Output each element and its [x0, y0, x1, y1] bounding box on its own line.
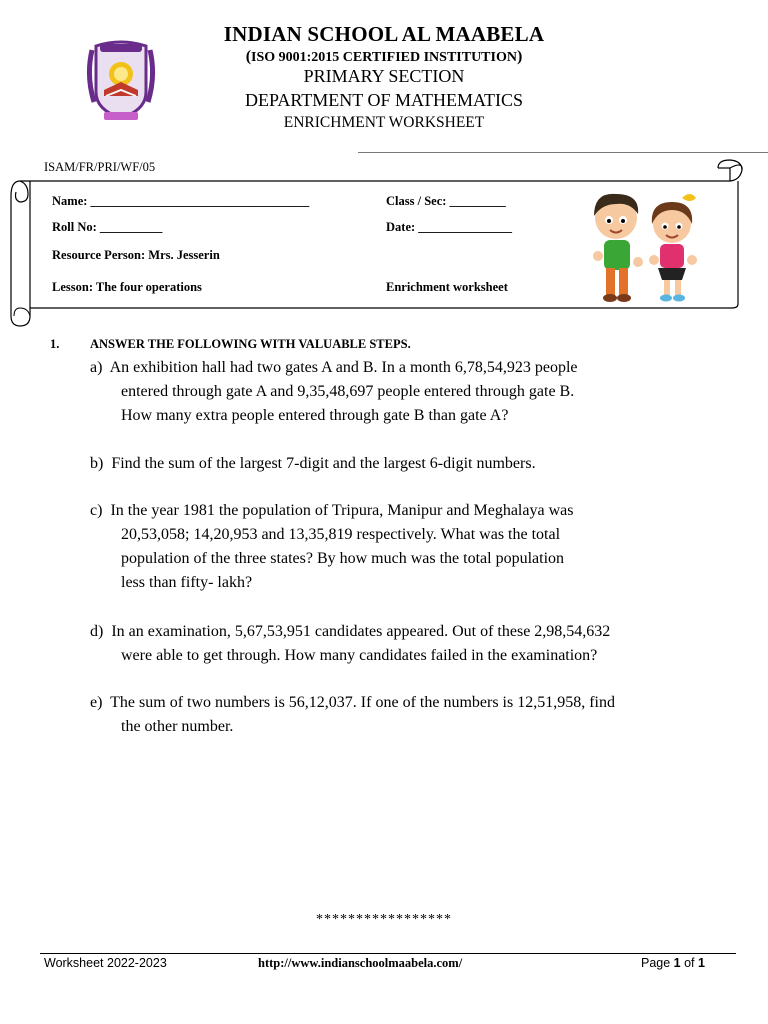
section-number: 1.	[50, 337, 60, 351]
document-code: ISAM/FR/PRI/WF/05	[44, 160, 156, 174]
question-line: entered through gate A and 9,35,48,697 people entered through gate B.	[121, 383, 575, 400]
roll-no-field[interactable]: Roll No: __________	[52, 220, 163, 234]
page-current: 1	[673, 956, 681, 970]
boy-figure	[593, 194, 643, 302]
question-e	[90, 691, 690, 739]
date-field[interactable]: Date: _______________	[386, 220, 513, 234]
girl-figure	[649, 194, 697, 302]
department-title: DEPARTMENT OF MATHEMATICS	[245, 90, 523, 110]
question-line: 20,53,058; 14,20,953 and 13,35,819 respectively. What was the total	[121, 526, 561, 543]
section-title: PRIMARY SECTION	[303, 66, 465, 86]
footer-website-link[interactable]: http://www.indianschoolmaabela.com/	[258, 956, 463, 970]
name-field[interactable]: Name: ___________________________________	[52, 194, 310, 208]
question-line: population of the three states? By how much was the total population	[121, 550, 565, 567]
worksheet-type: ENRICHMENT WORKSHEET	[283, 114, 485, 131]
question-label: b)	[90, 455, 104, 472]
header-divider	[358, 152, 768, 153]
question-label: d)	[90, 623, 104, 640]
lesson-label: Lesson: The four operations	[52, 280, 202, 294]
question-line: In the year 1981 the population of Tripura, Manipur and Meghalaya was	[110, 502, 574, 519]
class-sec-field[interactable]: Class / Sec: _________	[386, 194, 506, 208]
footer-divider	[40, 953, 736, 954]
question-line: were able to get through. How many candidates failed in the examination?	[121, 647, 598, 664]
page-prefix: Page	[641, 956, 674, 970]
resource-person: Resource Person: Mrs. Jesserin	[52, 248, 220, 262]
question-line: In an examination, 5,67,53,951 candidates appeared. Out of these 2,98,54,632	[111, 623, 611, 640]
question-line: The sum of two numbers is 56,12,037. If one of the numbers is 12,51,958, find	[110, 694, 615, 711]
question-line: How many extra people entered through gate B than gate A?	[121, 407, 509, 424]
footer-page-number	[641, 956, 705, 970]
question-d	[90, 620, 690, 668]
page-of: of	[680, 956, 698, 970]
iso-certification: (ISO 9001:2015 CERTIFIED INSTITUTION)	[245, 48, 523, 65]
footer-worksheet-year: Worksheet 2022-2023	[44, 956, 167, 970]
worksheet-label: Enrichment worksheet	[386, 280, 508, 294]
kids-illustration	[586, 188, 704, 308]
question-label: e)	[90, 694, 103, 711]
question-label: a)	[90, 359, 103, 376]
end-stars: *****************	[316, 912, 452, 927]
school-name: INDIAN SCHOOL AL MAABELA	[223, 22, 545, 46]
question-line: less than fifty- lakh?	[121, 574, 253, 591]
question-b	[90, 452, 690, 476]
question-line: the other number.	[121, 718, 234, 735]
question-c	[90, 499, 690, 595]
page-total: 1	[698, 956, 705, 970]
question-line: Find the sum of the largest 7-digit and the largest 6-digit numbers.	[111, 455, 536, 472]
question-line: An exhibition hall had two gates A and B. In a month 6,78,54,923 people	[109, 359, 578, 376]
question-label: c)	[90, 502, 103, 519]
iso-text: ISO 9001:2015 CERTIFIED INSTITUTION	[251, 50, 517, 65]
question-a	[90, 356, 690, 428]
section-title-instructions: ANSWER THE FOLLOWING WITH VALUABLE STEPS.	[90, 337, 411, 351]
